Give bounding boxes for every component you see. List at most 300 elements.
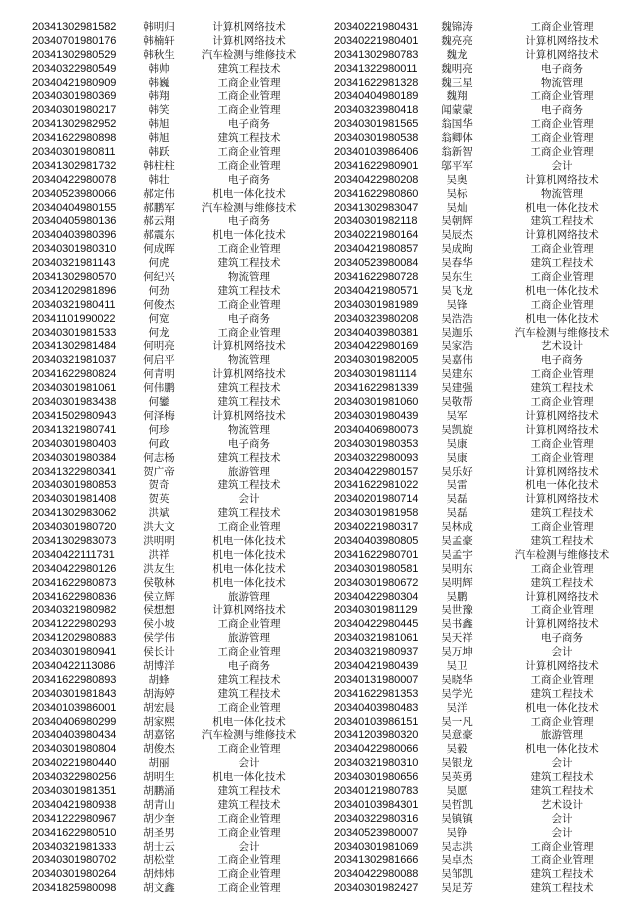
student-name: 吴洋 — [446, 701, 468, 714]
table-row — [310, 507, 637, 521]
table-row — [310, 702, 637, 716]
student-major: 工商企业管理 — [530, 132, 594, 145]
student-major: 工商企业管理 — [530, 243, 594, 256]
student-name: 胡宏晨 — [143, 701, 175, 714]
student-major: 电子商务 — [228, 173, 270, 186]
student-major: 电子商务 — [541, 632, 583, 645]
student-name: 郝震东 — [143, 229, 175, 242]
student-major: 旅游管理 — [228, 465, 270, 478]
table-row — [0, 104, 310, 118]
student-id: 20340221980317 — [334, 521, 419, 534]
table-row — [310, 243, 637, 257]
student-name: 何俊杰 — [143, 298, 175, 311]
student-major: 机电一体化技术 — [212, 534, 286, 547]
student-id: 20340301980702 — [32, 854, 117, 867]
table-row — [0, 438, 310, 452]
student-id: 20341302981732 — [32, 159, 117, 172]
student-id: 20340321980937 — [334, 646, 419, 659]
student-major: 计算机网络技术 — [212, 604, 286, 617]
student-name: 吴浩浩 — [441, 312, 473, 325]
student-id: 20341622980701 — [334, 548, 419, 561]
student-id: 20340301980538 — [334, 132, 419, 145]
student-name: 胡圣男 — [143, 826, 175, 839]
student-major: 计算机网络技术 — [212, 340, 286, 353]
student-id: 20341622980860 — [334, 187, 419, 200]
table-row — [0, 382, 310, 396]
student-name: 吴英勇 — [441, 771, 473, 784]
student-major: 建筑工程技术 — [217, 62, 281, 75]
student-name: 胡炜炜 — [143, 868, 175, 881]
table-row — [0, 521, 310, 535]
student-name: 胡俊杰 — [143, 743, 175, 756]
student-major: 工商企业管理 — [217, 90, 281, 103]
student-major: 工商企业管理 — [217, 701, 281, 714]
student-major: 建筑工程技术 — [217, 687, 281, 700]
table-row — [310, 549, 637, 563]
student-id: 20341322980341 — [32, 465, 117, 478]
table-row — [310, 646, 637, 660]
student-name: 吴乐好 — [441, 465, 473, 478]
student-major: 工商企业管理 — [217, 854, 281, 867]
student-name: 胡博洋 — [143, 659, 175, 672]
student-id: 20340523980066 — [32, 187, 117, 200]
student-name: 吴凯旋 — [441, 423, 473, 436]
student-id: 20340103986001 — [32, 701, 117, 714]
student-name: 胡海婷 — [143, 687, 175, 700]
student-id: 20340321980411 — [32, 298, 116, 311]
student-major: 工商企业管理 — [530, 90, 594, 103]
student-major: 工商企业管理 — [530, 146, 594, 159]
student-major: 物流管理 — [228, 354, 270, 367]
student-name: 胡鹏涌 — [143, 784, 175, 797]
student-name: 吴嘉伟 — [441, 354, 473, 367]
student-name: 吴邹凯 — [441, 868, 473, 881]
student-id: 20340301981061 — [32, 382, 117, 395]
student-id: 20340221980164 — [334, 229, 419, 242]
table-row — [0, 868, 310, 882]
student-name: 侯立辉 — [143, 590, 175, 603]
student-major: 计算机网络技术 — [525, 229, 599, 242]
student-major: 工商企业管理 — [217, 76, 281, 89]
table-row — [0, 591, 310, 605]
student-name: 侯敬林 — [143, 576, 175, 589]
table-row — [310, 21, 637, 35]
student-name: 侯学伟 — [143, 632, 175, 645]
student-name: 胡丽 — [148, 757, 170, 770]
student-name: 何虎 — [148, 257, 170, 270]
table-row — [0, 743, 310, 757]
student-major: 建筑工程技术 — [217, 784, 281, 797]
student-major: 电子商务 — [541, 354, 583, 367]
student-name: 韩楠轩 — [143, 34, 175, 47]
table-row — [0, 63, 310, 77]
student-name: 何青明 — [143, 368, 175, 381]
student-name: 何劲 — [148, 284, 170, 297]
student-id: 20340301980656 — [334, 771, 419, 784]
student-id: 20340301982005 — [334, 354, 419, 367]
student-major: 建筑工程技术 — [217, 257, 281, 270]
table-row — [0, 535, 310, 549]
student-name: 贺广帝 — [143, 465, 175, 478]
student-id: 20341622980901 — [334, 159, 419, 172]
student-name: 韩笑 — [148, 104, 170, 117]
student-name: 吴孟宇 — [441, 548, 473, 561]
student-major: 机电一体化技术 — [212, 771, 286, 784]
student-name: 郝云翔 — [143, 215, 175, 228]
student-name: 何志杨 — [143, 451, 175, 464]
table-row — [310, 257, 637, 271]
student-id: 20340404980155 — [32, 201, 117, 214]
student-id: 20341202980883 — [32, 632, 117, 645]
student-major: 建筑工程技术 — [530, 215, 594, 228]
table-row — [0, 410, 310, 424]
table-row — [310, 396, 637, 410]
table-row — [0, 340, 310, 354]
student-id: 20341302982952 — [32, 118, 117, 131]
table-row — [310, 604, 637, 618]
student-name: 韩帅 — [148, 62, 170, 75]
table-row — [310, 535, 637, 549]
student-major: 会计 — [238, 840, 260, 853]
student-major: 建筑工程技术 — [217, 479, 281, 492]
student-name: 何明亮 — [143, 340, 175, 353]
student-id: 20340301980941 — [32, 646, 117, 659]
student-major: 建筑工程技术 — [530, 687, 594, 700]
student-id: 20340301980369 — [32, 90, 117, 103]
student-id: 20341622981339 — [334, 382, 419, 395]
student-id: 20340323980208 — [334, 312, 419, 325]
table-row — [0, 674, 310, 688]
student-name: 翁国华 — [441, 118, 473, 131]
student-major: 建筑工程技术 — [530, 507, 594, 520]
student-id: 20340131980007 — [334, 673, 419, 686]
student-name: 吴春华 — [441, 257, 473, 270]
student-id: 20341302980529 — [32, 48, 117, 61]
student-major: 工商企业管理 — [530, 437, 594, 450]
table-row — [310, 174, 637, 188]
student-id: 20340403980381 — [334, 326, 419, 339]
student-name: 何珍 — [148, 423, 170, 436]
student-major: 旅游管理 — [228, 590, 270, 603]
student-major: 工商企业管理 — [217, 243, 281, 256]
student-name: 魏翔 — [446, 90, 468, 103]
student-id: 20340301980384 — [32, 451, 117, 464]
student-major: 汽车检测与维修技术 — [201, 201, 297, 214]
student-id: 20340403980396 — [32, 229, 117, 242]
student-id: 20340322980093 — [334, 451, 419, 464]
student-id: 20340422113086 — [32, 659, 116, 672]
student-major: 工商企业管理 — [217, 104, 281, 117]
student-id: 20340221980401 — [334, 34, 419, 47]
table-row — [310, 771, 637, 785]
table-row — [310, 799, 637, 813]
student-major: 机电一体化技术 — [212, 715, 286, 728]
table-row — [0, 716, 310, 730]
student-major: 计算机网络技术 — [525, 465, 599, 478]
table-row — [310, 340, 637, 354]
table-row — [310, 132, 637, 146]
student-id: 20340301981060 — [334, 396, 419, 409]
table-row — [310, 354, 637, 368]
student-name: 胡青山 — [143, 798, 175, 811]
student-id: 20340321980982 — [32, 604, 117, 617]
student-name: 魏锦涛 — [441, 21, 473, 33]
student-id: 20340301981533 — [32, 326, 117, 339]
student-id: 20340421980938 — [32, 798, 117, 811]
student-name: 吴一凡 — [441, 715, 473, 728]
student-major: 物流管理 — [228, 423, 270, 436]
student-name: 洪友生 — [143, 562, 175, 575]
student-name: 韩翔 — [148, 90, 170, 103]
student-name: 郝鹏军 — [143, 201, 175, 214]
student-name: 洪祥 — [148, 548, 170, 561]
table-row — [310, 77, 637, 91]
student-id: 20340301981351 — [32, 784, 117, 797]
student-name: 何泽梅 — [143, 409, 175, 422]
table-row — [310, 410, 637, 424]
student-major: 会计 — [238, 493, 260, 506]
student-name: 吴愿 — [446, 784, 468, 797]
student-major: 建筑工程技术 — [217, 396, 281, 409]
student-id: 20340103984301 — [334, 798, 419, 811]
table-row — [310, 327, 637, 341]
student-major: 建筑工程技术 — [530, 534, 594, 547]
student-id: 20341622981328 — [334, 76, 419, 89]
student-major: 机电一体化技术 — [212, 562, 286, 575]
table-row — [0, 493, 310, 507]
student-name: 吴书鑫 — [441, 618, 473, 631]
table-row — [0, 243, 310, 257]
student-name: 郝定伟 — [143, 187, 175, 200]
student-id: 20341622980836 — [32, 590, 117, 603]
table-row — [0, 49, 310, 63]
table-row — [0, 257, 310, 271]
student-name: 吴标 — [446, 187, 468, 200]
student-name: 韩旭 — [148, 118, 170, 131]
student-major: 电子商务 — [228, 312, 270, 325]
student-name: 吴飞龙 — [441, 284, 473, 297]
student-id: 20340422980088 — [334, 868, 419, 881]
student-id: 20340421980571 — [334, 284, 419, 297]
student-major: 工商企业管理 — [217, 868, 281, 881]
student-id: 20341302980783 — [334, 48, 419, 61]
student-name: 邬平军 — [441, 159, 473, 172]
student-id: 20341622980893 — [32, 673, 117, 686]
table-row — [0, 827, 310, 841]
student-name: 吴建强 — [441, 382, 473, 395]
left-column — [0, 21, 310, 896]
student-id: 20341322980011 — [334, 62, 418, 75]
table-row — [310, 854, 637, 868]
student-major: 电子商务 — [541, 62, 583, 75]
student-major: 工商企业管理 — [217, 159, 281, 172]
student-id: 20341622980728 — [334, 271, 419, 284]
table-row — [0, 424, 310, 438]
student-major: 电子商务 — [228, 659, 270, 672]
student-major: 工商企业管理 — [530, 715, 594, 728]
student-major: 计算机网络技术 — [212, 34, 286, 47]
student-name: 吴孟豪 — [441, 534, 473, 547]
student-major: 会计 — [238, 757, 260, 770]
table-row — [0, 118, 310, 132]
student-name: 吴明东 — [441, 562, 473, 575]
table-row — [0, 702, 310, 716]
student-major: 计算机网络技术 — [525, 48, 599, 61]
table-row — [0, 549, 310, 563]
student-major: 工商企业管理 — [217, 618, 281, 631]
student-name: 吴成昫 — [441, 243, 473, 256]
student-id: 20340301983438 — [32, 396, 117, 409]
student-major: 工商企业管理 — [217, 882, 281, 895]
table-row — [310, 90, 637, 104]
student-id: 20340523980007 — [334, 826, 419, 839]
student-id: 20341622980510 — [32, 826, 117, 839]
student-major: 工商企业管理 — [530, 21, 594, 33]
student-major: 工商企业管理 — [217, 646, 281, 659]
student-major: 建筑工程技术 — [530, 257, 594, 270]
table-row — [0, 785, 310, 799]
student-name: 吴卓杰 — [441, 854, 473, 867]
student-id: 20341203980320 — [334, 729, 419, 742]
student-id: 20340404980189 — [334, 90, 419, 103]
table-row — [0, 757, 310, 771]
student-id: 20341302980570 — [32, 271, 117, 284]
table-row — [310, 868, 637, 882]
student-name: 韩柱柱 — [143, 159, 175, 172]
student-id: 20340301982118 — [334, 215, 418, 228]
student-major: 工商企业管理 — [530, 298, 594, 311]
table-row — [0, 174, 310, 188]
student-id: 20340421980439 — [334, 659, 419, 672]
student-name: 何成晖 — [143, 243, 175, 256]
student-id: 20340406980299 — [32, 715, 117, 728]
student-id: 20341622981353 — [334, 687, 419, 700]
table-row — [310, 660, 637, 674]
table-row — [0, 35, 310, 49]
table-row — [310, 118, 637, 132]
student-id: 20340422980157 — [334, 465, 419, 478]
student-id: 20341825980098 — [32, 882, 117, 895]
table-row — [310, 729, 637, 743]
student-name: 胡文鑫 — [143, 882, 175, 895]
table-row — [0, 90, 310, 104]
student-name: 吴雷 — [446, 479, 468, 492]
student-major: 计算机网络技术 — [525, 173, 599, 186]
student-major: 建筑工程技术 — [217, 132, 281, 145]
table-row — [310, 63, 637, 77]
student-name: 何政 — [148, 437, 170, 450]
student-major: 机电一体化技术 — [212, 187, 286, 200]
student-name: 胡家熙 — [143, 715, 175, 728]
student-id: 20340422980126 — [32, 562, 117, 575]
student-major: 工商企业管理 — [530, 673, 594, 686]
table-row — [310, 577, 637, 591]
student-name: 韩秋生 — [143, 48, 175, 61]
student-name: 魏龙 — [446, 48, 468, 61]
student-name: 吴家浩 — [441, 340, 473, 353]
table-row — [0, 354, 310, 368]
student-name: 吴鹏 — [446, 590, 468, 603]
student-major: 机电一体化技术 — [525, 201, 599, 214]
student-major: 汽车检测与维修技术 — [201, 48, 297, 61]
student-id: 20340403980434 — [32, 729, 117, 742]
student-id: 20341302983073 — [32, 534, 117, 547]
student-name: 韩跃 — [148, 146, 170, 159]
student-id: 20340403980805 — [334, 534, 419, 547]
student-id: 20340221980440 — [32, 757, 117, 770]
table-row — [0, 327, 310, 341]
table-row — [310, 813, 637, 827]
student-id: 20340422980304 — [334, 590, 419, 603]
student-major: 工商企业管理 — [530, 396, 594, 409]
student-id: 20341622980898 — [32, 132, 117, 145]
student-major: 汽车检测与维修技术 — [514, 548, 610, 561]
student-name: 吴康 — [446, 451, 468, 464]
student-major: 电子商务 — [541, 104, 583, 117]
student-id: 20340221980431 — [334, 21, 419, 33]
student-id: 20341222980293 — [32, 618, 117, 631]
student-id: 20341202981896 — [32, 284, 117, 297]
student-id: 20340301981114 — [334, 368, 417, 381]
student-id: 20340322980316 — [334, 812, 419, 825]
student-name: 吴敬帮 — [441, 396, 473, 409]
table-row — [0, 452, 310, 466]
student-id: 20340422980066 — [334, 743, 419, 756]
student-major: 建筑工程技术 — [217, 798, 281, 811]
student-name: 侯想想 — [143, 604, 175, 617]
table-row — [0, 604, 310, 618]
student-id: 20340301981989 — [334, 298, 419, 311]
student-id: 20340301980403 — [32, 437, 117, 450]
table-row — [0, 563, 310, 577]
student-id: 20340321981037 — [32, 354, 117, 367]
student-major: 建筑工程技术 — [217, 673, 281, 686]
student-name: 何启平 — [143, 354, 175, 367]
student-id: 20340301980310 — [32, 243, 117, 256]
student-major: 计算机网络技术 — [525, 659, 599, 672]
student-id: 20341302981484 — [32, 340, 117, 353]
student-name: 翁卿体 — [441, 132, 473, 145]
student-name: 翁新智 — [441, 146, 473, 159]
student-name: 侯长计 — [143, 646, 175, 659]
student-major: 艺术设计 — [541, 798, 583, 811]
student-id: 20340103986406 — [334, 146, 419, 159]
student-major: 工商企业管理 — [530, 604, 594, 617]
student-major: 机电一体化技术 — [525, 312, 599, 325]
student-major: 计算机网络技术 — [525, 590, 599, 603]
student-major: 机电一体化技术 — [525, 701, 599, 714]
table-row — [310, 493, 637, 507]
student-name: 吴康 — [446, 437, 468, 450]
student-major: 机电一体化技术 — [525, 479, 599, 492]
student-name: 吴锋 — [446, 298, 468, 311]
table-row — [0, 202, 310, 216]
table-row — [310, 285, 637, 299]
student-id: 20340421980909 — [32, 76, 117, 89]
right-column — [310, 21, 637, 896]
student-name: 吴晓华 — [441, 673, 473, 686]
table-row — [310, 827, 637, 841]
student-name: 胡嘉铭 — [143, 729, 175, 742]
student-id: 20340301980804 — [32, 743, 117, 756]
student-major: 旅游管理 — [228, 632, 270, 645]
table-row — [310, 49, 637, 63]
table-row — [310, 743, 637, 757]
student-name: 洪斌 — [148, 507, 170, 520]
table-row — [310, 271, 637, 285]
student-name: 吴哲凯 — [441, 798, 473, 811]
student-major: 会计 — [551, 826, 573, 839]
